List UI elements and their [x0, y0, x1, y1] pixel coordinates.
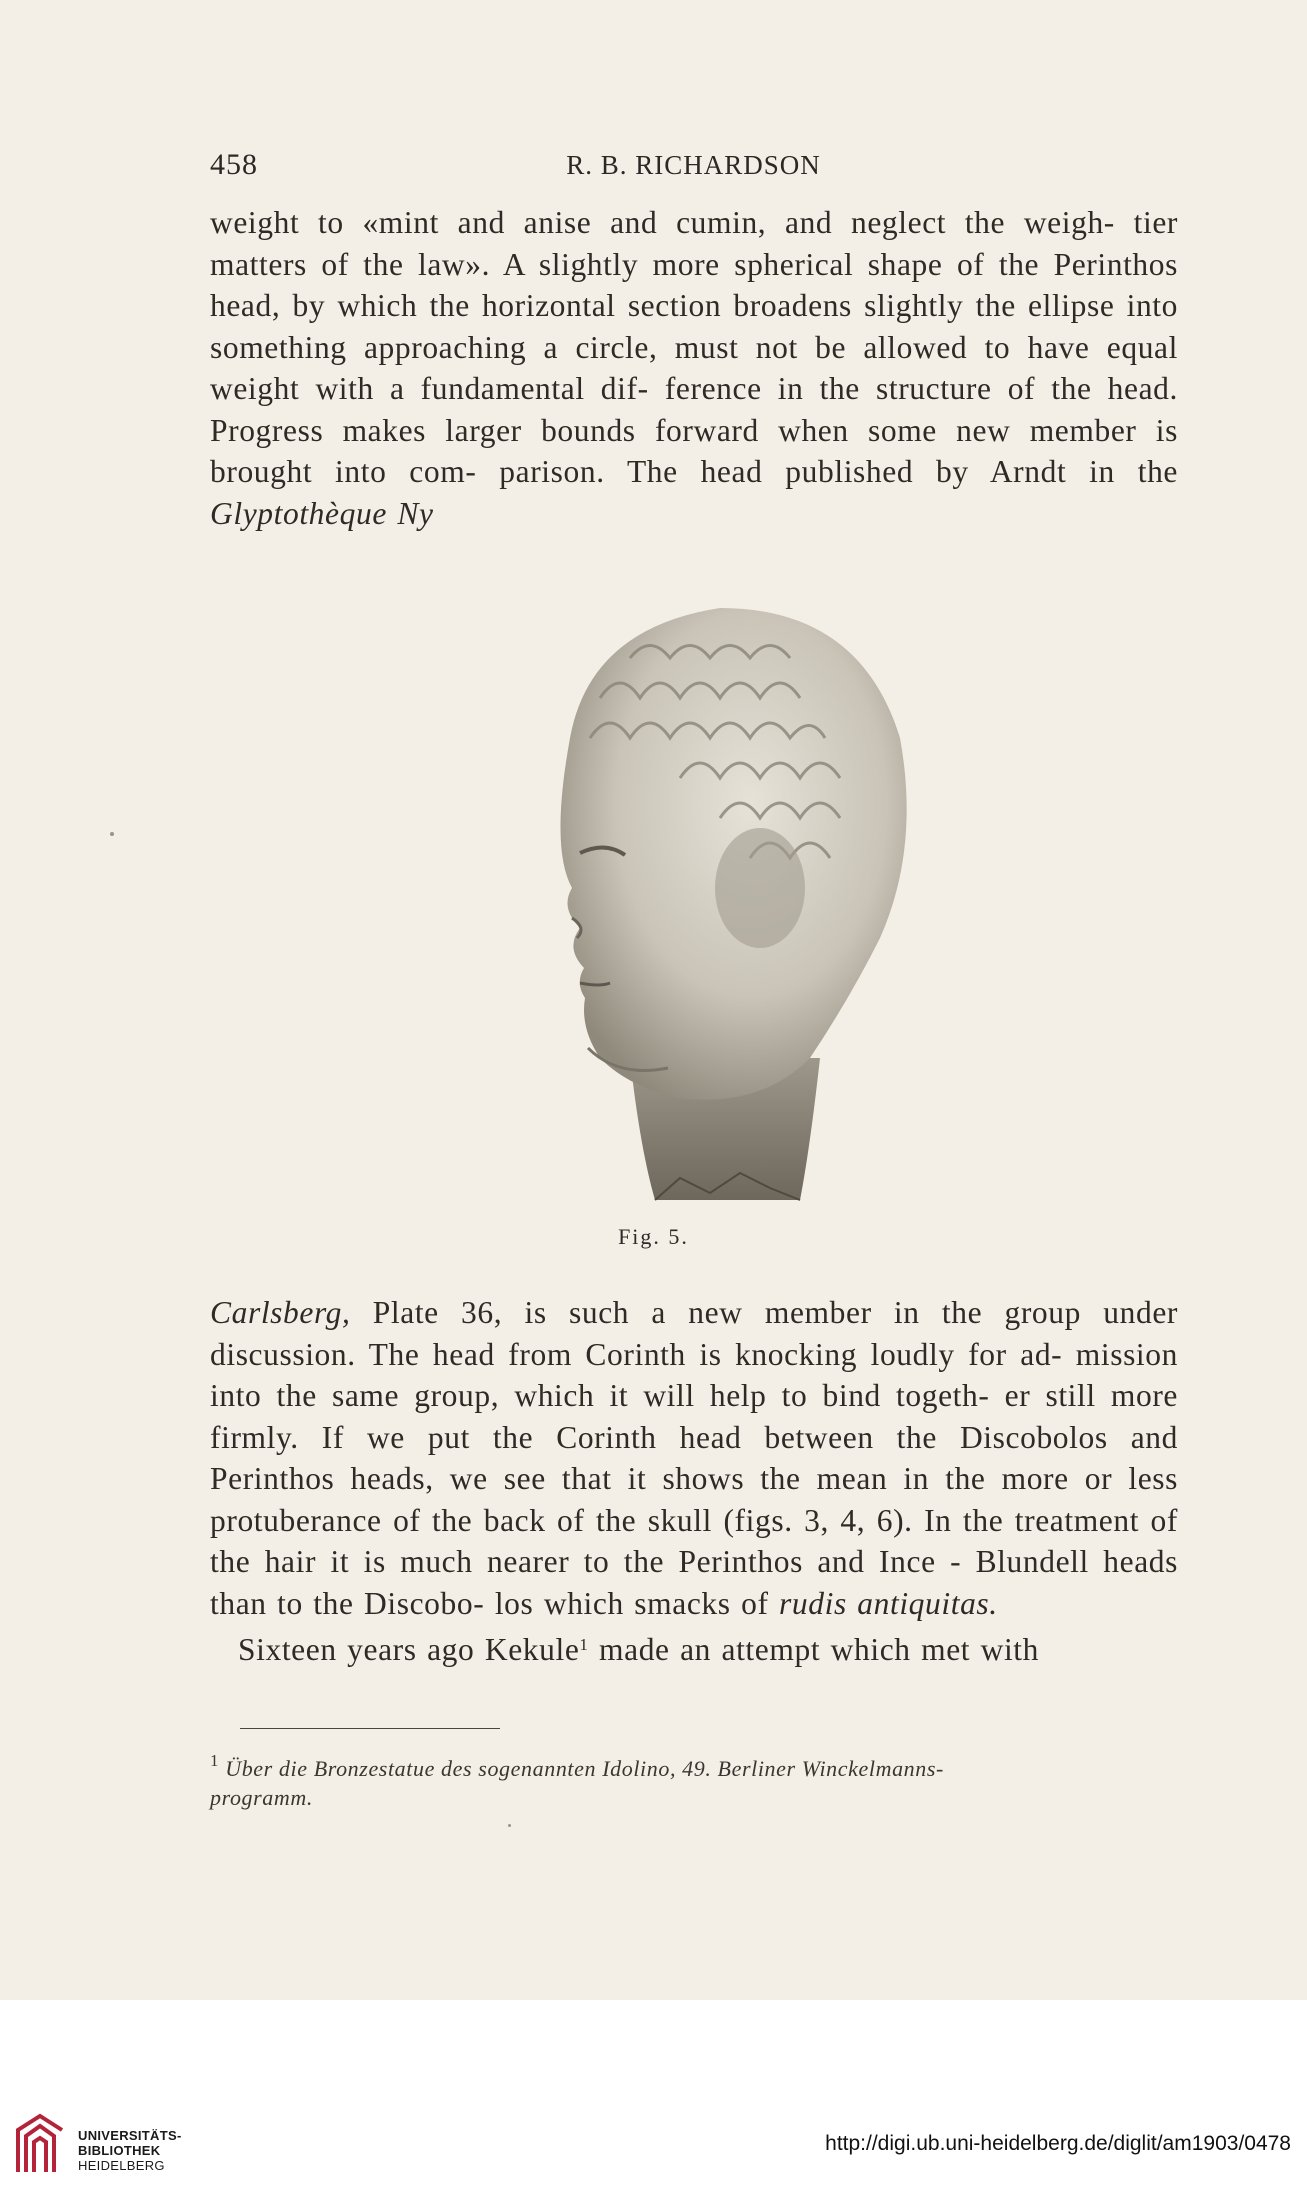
sculpture-head-photo — [480, 588, 920, 1208]
footer-bar — [0, 2110, 1307, 2204]
footnote-marker: 1 — [210, 1751, 220, 1770]
scan-speck — [110, 832, 114, 836]
bust-illustration — [480, 588, 920, 1208]
text-line: parison. The head published by Arndt in the — [499, 454, 1178, 489]
scan-speck — [508, 1824, 511, 1827]
footnote — [210, 1746, 1178, 1812]
text-line: slightly the ellipse into something approaching a circle, must — [210, 288, 1179, 365]
text-line: mission into the same group, which it will help to bind togeth- — [210, 1336, 1178, 1413]
paragraph-top — [210, 202, 1178, 534]
library-name-line: BIBLIOTHEK — [78, 2143, 161, 2158]
running-head: R. B. RICHARDSON — [566, 150, 821, 180]
figure-caption: Fig. 5. — [618, 1224, 689, 1249]
paragraph-bottom — [210, 1292, 1178, 1671]
italic-phrase: rudis antiquitas. — [779, 1585, 998, 1621]
library-name-line: HEIDELBERG — [78, 2158, 165, 2173]
library-name — [78, 2128, 182, 2173]
page-number: 458 — [210, 148, 258, 181]
text-line: in the more or less protuberance of the back of the skull — [210, 1461, 1178, 1538]
text-line: tier matters of the law». A slightly more spherical shape of — [210, 205, 1178, 282]
footnote-text: Über die Bronzestatue des sogenannten Idolino, 49. Berliner Winckelmanns- — [219, 1756, 944, 1781]
italic-title: Glyptothèque Ny — [210, 495, 434, 531]
text-line: er still more firmly. If we put the Corinth head between the — [210, 1378, 1178, 1455]
footnote-reference: 1 — [579, 1635, 589, 1654]
text-line: discussion. The head from Corinth is knocking loudly for ad- — [210, 1336, 1063, 1372]
text-line: bounds forward when some new member is brought into com- — [210, 412, 1178, 489]
text-line: not be allowed to have equal weight with a fundamental dif- — [210, 329, 1178, 406]
text-line: made an attempt which met with — [588, 1632, 1040, 1667]
text-line: the Perinthos head, by which the horizontal section broadens — [210, 246, 1178, 323]
text-line: weight to «mint and anise and cumin, and neglect the weigh- — [210, 205, 1115, 240]
text-line: ference in the structure of the head. Progress makes larger — [210, 371, 1178, 448]
text-line: the Perinthos and Ince - Blundell heads than to the Discobo- — [210, 1544, 1179, 1621]
footnote-divider — [240, 1728, 500, 1729]
text-line: Sixteen years ago Kekule — [238, 1632, 580, 1667]
footnote-text: programm. — [210, 1785, 313, 1810]
page-header — [210, 148, 1177, 188]
text-line: los which smacks of — [494, 1585, 780, 1621]
text-line: Discobolos and Perinthos heads, we see that it shows the mean — [210, 1419, 1178, 1496]
source-url[interactable]: http://digi.ub.uni-heidelberg.de/diglit/am1903/0478 — [825, 2132, 1291, 2155]
italic-title: Carlsberg, — [210, 1295, 351, 1330]
university-library-logo-icon — [14, 2112, 66, 2176]
text-line: (figs. 3, 4, 6). In the treatment of the hair it is much nearer to — [210, 1502, 1178, 1579]
library-name-line: UNIVERSITÄTS- — [78, 2128, 182, 2143]
text-line: Plate 36, is such a new member in the group under — [350, 1295, 1178, 1330]
